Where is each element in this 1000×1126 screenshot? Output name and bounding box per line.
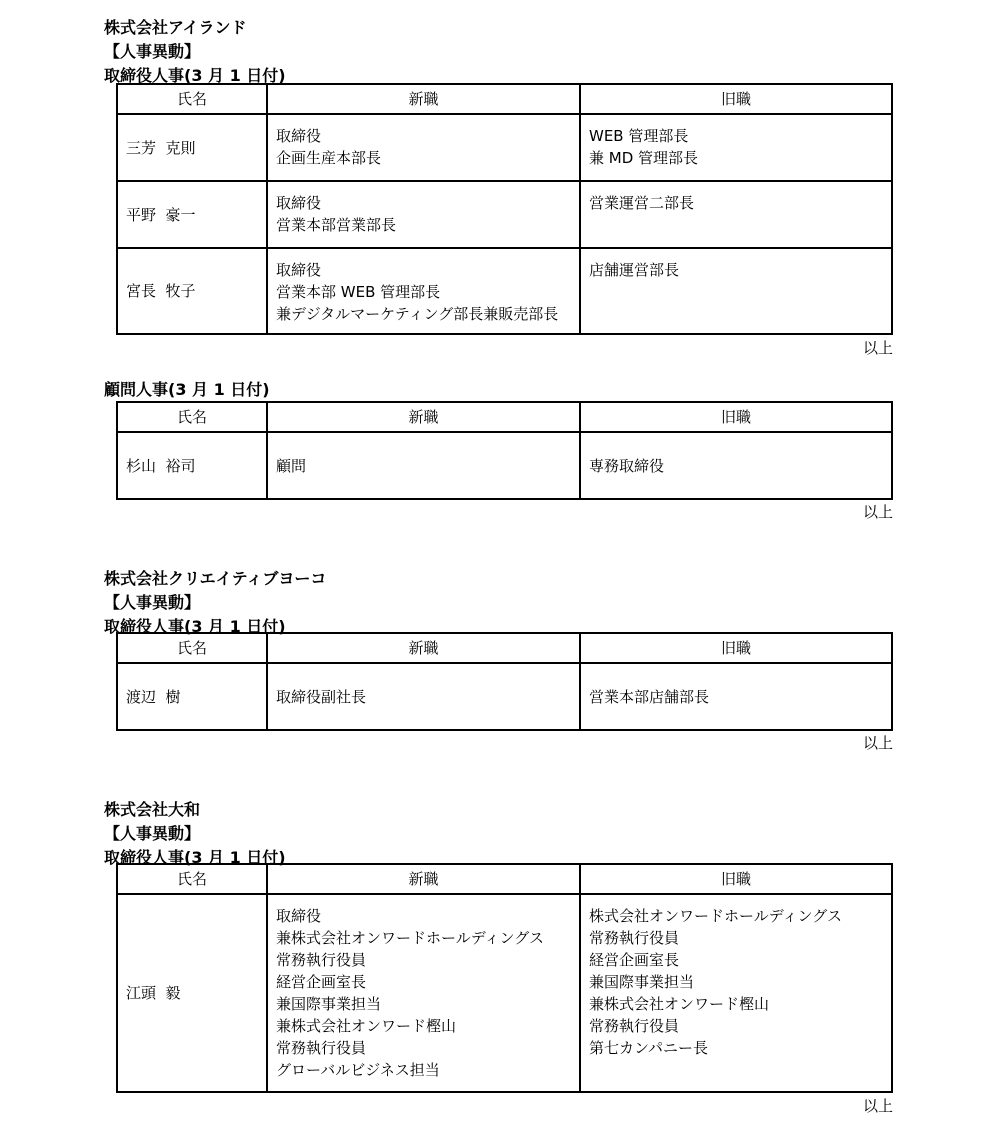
old-position [581,115,891,180]
old-position-line: 常務執行役員 [589,1017,680,1035]
header-new-position: 新職 [268,85,581,113]
new-position-line: 営業本部 WEB 管理部長 [276,283,441,301]
header-old-position: 旧職 [720,408,751,426]
closing-mark: 以上 [862,1097,893,1115]
new-position-line: 取締役副社長 [276,687,367,706]
header-name: 氏名 [118,634,268,662]
company-section-daiwa [104,797,894,870]
new-position-line: 営業本部営業部長 [276,216,397,234]
new-position [268,182,581,247]
old-position-line: 常務執行役員 [589,929,680,947]
old-position [581,895,891,1091]
section-kind: 【人事異動】 [104,593,201,612]
header-name: 氏名 [118,865,268,893]
closing-mark: 以上 [862,734,893,752]
table-row [118,893,891,1091]
new-position-line: 常務執行役員 [276,1039,367,1057]
personnel-table [116,632,893,731]
old-position-line: 営業運営二部長 [589,194,695,212]
old-position-line: 経営企画室長 [589,951,680,969]
table-title: 取締役人事(3 月 1 日付) [104,848,286,867]
new-position-line: 取締役 [276,127,322,145]
table-header-row [118,85,891,113]
company-name: 株式会社アイランド [104,18,247,37]
section-kind: 【人事異動】 [104,42,201,61]
personnel-table [116,401,893,500]
new-position-line: 常務執行役員 [276,951,367,969]
old-position-line: 株式会社オンワードホールディングス [589,907,843,925]
table-title: 顧問人事(3 月 1 日付) [104,380,270,399]
table-row [118,180,891,247]
new-position-line: 取締役 [276,261,322,279]
header-new-position: 新職 [268,403,581,431]
old-position-line: 第七カンパニー長 [589,1039,708,1057]
company-section-creative-yoko [104,566,894,639]
new-position-line: 兼国際事業担当 [276,995,382,1013]
old-position-line: 営業本部店舗部長 [589,687,710,706]
personnel-table [116,83,893,335]
person-name: 平野 豪一 [118,182,268,247]
table-title: 取締役人事(3 月 1 日付) [104,66,286,85]
new-position [268,433,581,498]
header-old-position: 旧職 [720,90,751,108]
table-header-row [118,403,891,431]
header-new-position: 新職 [268,865,581,893]
old-position [581,182,891,247]
new-position-line: 取締役 [276,194,322,212]
header-name: 氏名 [118,85,268,113]
table-row [118,113,891,180]
old-position-line: 専務取締役 [589,456,665,475]
table-title: 取締役人事(3 月 1 日付) [104,617,286,636]
old-position-line: 兼 MD 管理部長 [589,149,699,167]
closing-mark: 以上 [862,339,893,357]
personnel-table [116,863,893,1093]
old-position-line: 兼株式会社オンワード樫山 [589,995,770,1013]
table-row [118,662,891,729]
person-name: 渡辺 樹 [118,664,268,729]
new-position [268,895,581,1091]
table-header-row [118,865,891,893]
section-kind: 【人事異動】 [104,824,201,843]
company-name: 株式会社大和 [104,800,201,819]
new-position [268,664,581,729]
header-old-position: 旧職 [720,870,751,888]
company-section-island [104,15,894,88]
new-position-line: グローバルビジネス担当 [276,1061,440,1079]
closing-mark: 以上 [862,503,893,521]
person-name: 江頭 毅 [118,895,268,1091]
company-name: 株式会社クリエイティブヨーコ [104,569,327,588]
table-header-row [118,634,891,662]
table-row [118,431,891,498]
header-old-position: 旧職 [720,639,751,657]
old-position [581,664,891,729]
old-position-line: 店舗運営部長 [589,261,680,279]
person-name: 宮長 牧子 [118,249,268,333]
header-new-position: 新職 [268,634,581,662]
old-position-line: 兼国際事業担当 [589,973,695,991]
header-name: 氏名 [118,403,268,431]
advisor-title-block [104,378,894,402]
old-position [581,433,891,498]
old-position [581,249,891,333]
table-row [118,247,891,333]
new-position [268,115,581,180]
new-position-line: 顧問 [276,456,307,475]
new-position-line: 取締役 [276,907,322,925]
new-position-line: 兼株式会社オンワード樫山 [276,1017,457,1035]
person-name: 三芳 克則 [118,115,268,180]
person-name: 杉山 裕司 [118,433,268,498]
new-position [268,249,581,333]
new-position-line: 経営企画室長 [276,973,367,991]
old-position-line: WEB 管理部長 [589,127,689,145]
new-position-line: 兼デジタルマーケティング部長兼販売部長 [276,305,559,323]
new-position-line: 兼株式会社オンワードホールディングス [276,929,545,947]
new-position-line: 企画生産本部長 [276,149,382,167]
